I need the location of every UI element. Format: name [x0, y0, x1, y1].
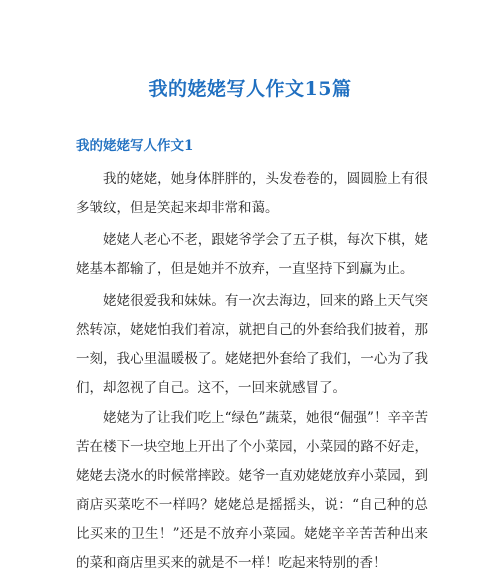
paragraph: 我的姥姥，她身体胖胖的，头发卷卷的，圆圆脸上有很多皱纹，但是笑起来却非常和蔼。 — [76, 171, 428, 216]
paragraph: 姥姥人老心不老，跟姥爷学会了五子棋，每次下棋，姥姥基本都输了，但是她并不放弃，一直坚持下到赢为止。 — [76, 232, 428, 277]
document-title: 我的姥姥写人作文15篇 — [148, 78, 352, 100]
paragraph: 姥姥很爱我和妹妹。有一次去海边，回来的路上天气突然转凉，姥姥怕我们着凉，就把自己的外套给我们披着，那一刻，我心里温暖极了。姥姥把外套给了我们，一心为了我们，却忽视了自己。这不，一回来就感冒了。 — [76, 293, 428, 396]
paragraph: 姥姥为了让我们吃上“绿色”蔬菜，她很“倔强”！辛辛苦苦在楼下一块空地上开出了个小菜园，小菜园的路不好走，姥姥去浇水的时候常摔跤。姥爷一直劝姥姥放弃小菜园，到商店买菜吃不一样吗？姥姥总是摇摇头，说：“自己种的总比买来的卫生！”还是不放弃小菜园。姥姥辛辛苦苦种出来的菜和商店里买来的就是不一样！吃起来特别的香！ — [76, 410, 428, 571]
section-heading: 我的姥姥写人作文1 — [76, 138, 194, 154]
